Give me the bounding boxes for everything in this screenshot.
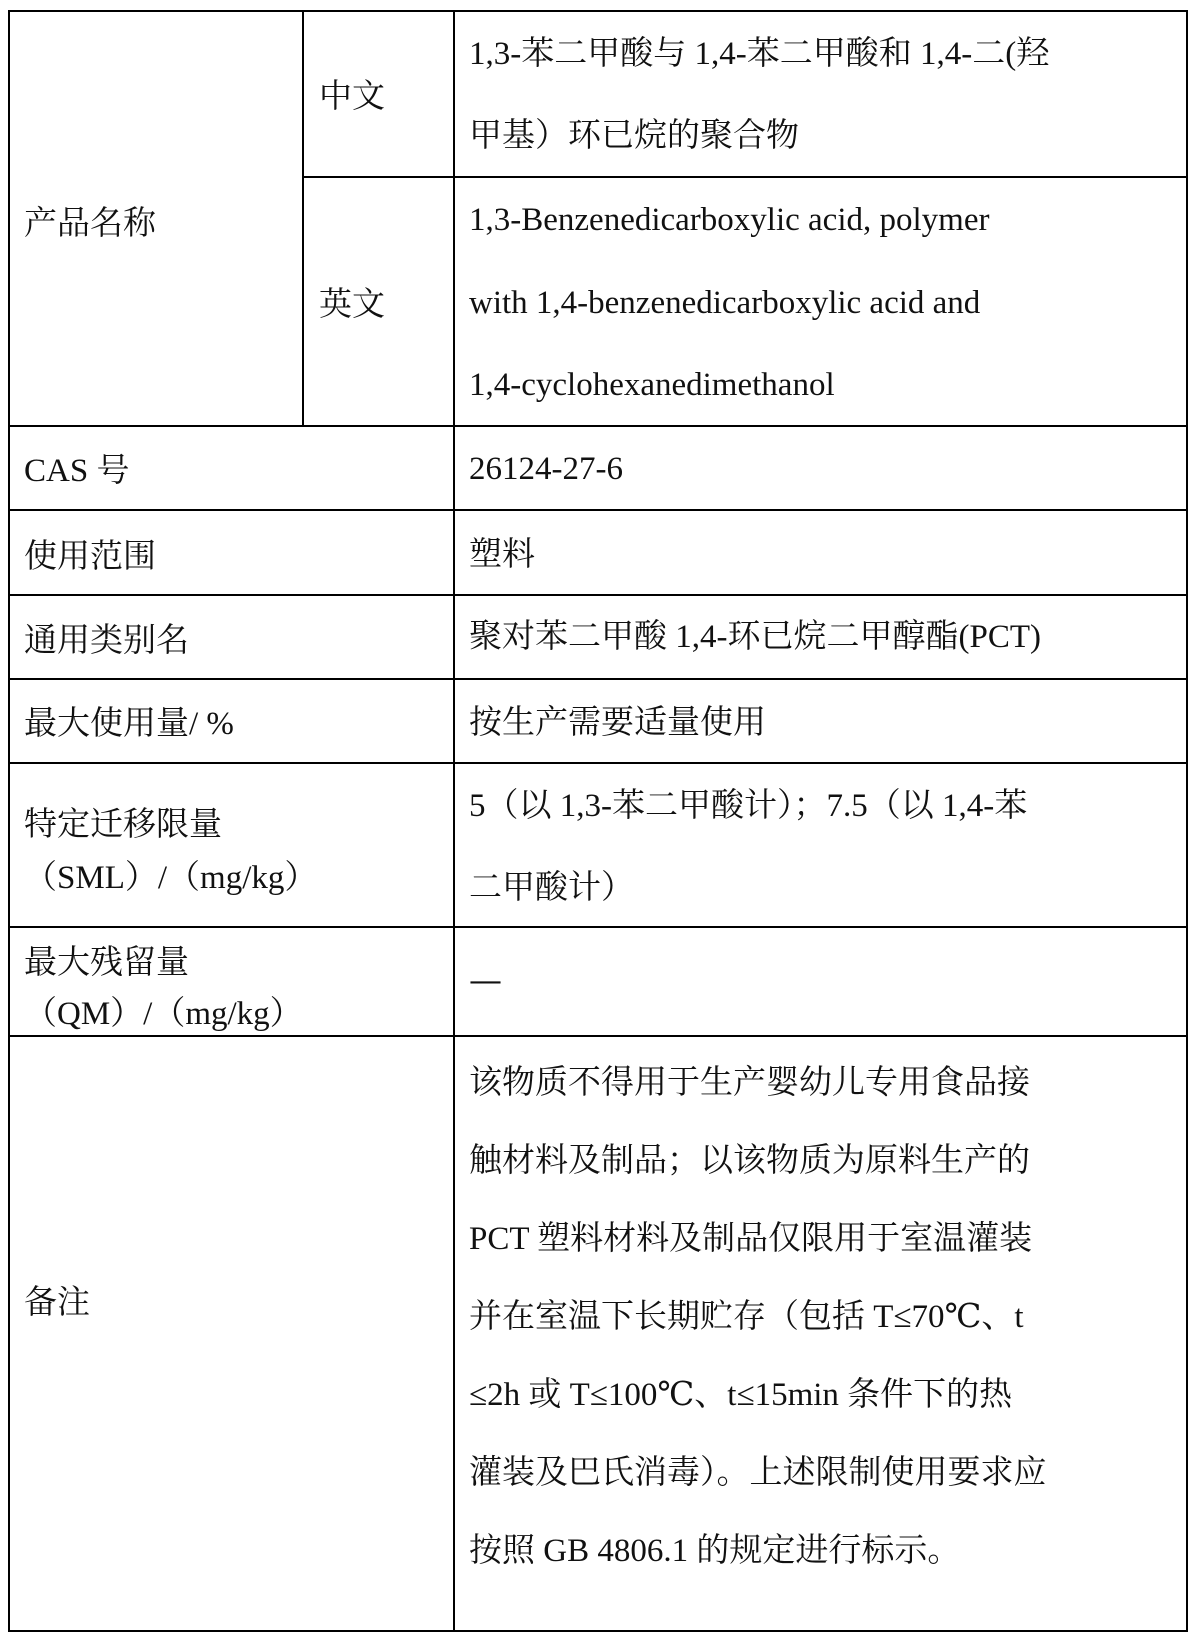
row-divider-max-sml [10,762,1188,764]
usage-scope-label: 使用范围 [24,536,156,575]
chinese-name-line-2: 甲基）环已烷的聚合物 [469,118,799,154]
qm-label-line-1: 最大残留量 [24,942,189,981]
qm-value: — [469,960,502,999]
row-divider-sml-qm [10,926,1188,928]
row-divider-generic-max [10,678,1188,680]
chinese-label: 中文 [319,76,385,115]
row-divider-scope-generic [10,594,1188,596]
remarks-line: PCT 塑料材料及制品仅限用于室温灌装 [469,1221,1033,1257]
max-usage-label: 最大使用量/ % [24,706,234,742]
qm-label-line-2: （QM）/（mg/kg） [24,996,303,1032]
usage-scope-value: 塑料 [469,534,535,573]
cas-label: CAS 号 [24,453,130,489]
row-divider-cas-scope [10,509,1188,511]
row-divider-qm-remarks [10,1035,1188,1037]
remarks-line: 灌装及巴氏消毒）。上述限制使用要求应 [469,1455,1047,1491]
english-name-line-1: 1,3-Benzenedicarboxylic acid, polymer [469,202,990,238]
remarks-line: 按照 GB 4806.1 的规定进行标示。 [469,1533,961,1569]
cas-value: 26124-27-6 [469,451,623,487]
max-usage-value: 按生产需要适量使用 [469,702,766,741]
english-label: 英文 [319,284,385,323]
column-divider-main [453,12,455,1632]
generic-name-label: 通用类别名 [24,620,189,659]
sml-label-line-1: 特定迁移限量 [24,804,222,843]
sml-value-line-1: 5（以 1,3-苯二甲酸计）；7.5（以 1,4-苯 [469,788,1028,824]
english-name-line-2: with 1,4-benzenedicarboxylic acid and [469,285,981,321]
generic-name-value: 聚对苯二甲酸 1,4-环已烷二甲醇酯(PCT) [469,619,1041,655]
english-name-line-3: 1,4-cyclohexanedimethanol [469,367,835,403]
sml-label-line-2: （SML）/（mg/kg） [24,860,318,896]
row-divider-name-cn-en [302,176,1188,178]
remarks-label: 备注 [24,1282,90,1321]
specification-table [8,10,1188,1632]
row-divider-name-cas [10,425,1188,427]
remarks-line: ≤2h 或 T≤100℃、t≤15min 条件下的热 [469,1377,1013,1413]
product-name-label: 产品名称 [24,203,156,242]
remarks-text [469,1044,1181,1590]
remarks-line: 该物质不得用于生产婴幼儿专用食品接 [469,1065,1030,1101]
chinese-name-line-1: 1,3-苯二甲酸与 1,4-苯二甲酸和 1,4-二(羟 [469,36,1050,72]
remarks-line: 触材料及制品；以该物质为原料生产的 [469,1143,1030,1179]
column-divider-sub [302,12,304,425]
remarks-line: 并在室温下长期贮存（包括 T≤70℃、t [469,1299,1024,1335]
sml-value-line-2: 二甲酸计） [469,867,634,906]
